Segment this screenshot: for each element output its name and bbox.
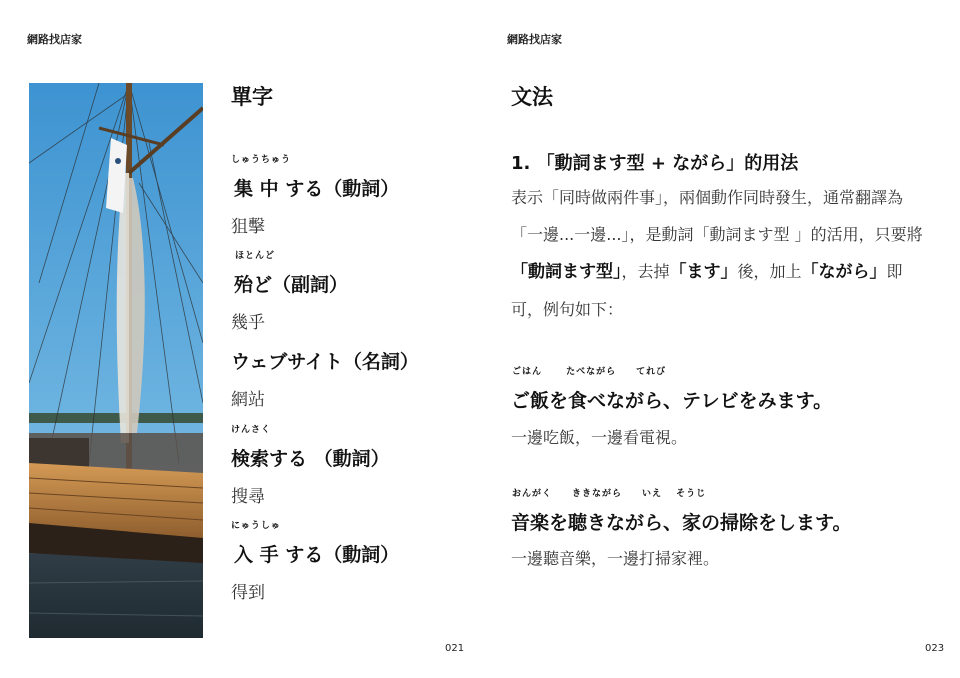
vocab-furigana-4: けんさく — [231, 425, 272, 435]
vocab-meaning-3: 網站 — [231, 390, 265, 410]
left-page-header: 網路找店家 — [27, 33, 82, 46]
vocab-term-3: ウェブサイト（名詞） — [231, 351, 419, 373]
right-page-header: 網路找店家 — [507, 33, 562, 46]
vocab-section-title: 單字 — [231, 85, 273, 109]
left-page-number: 021 — [445, 643, 465, 654]
example-sentence-1: ご飯を食べながら、テレビをみます。 — [511, 390, 833, 412]
vocab-furigana-5: にゅうしゅ — [231, 521, 281, 531]
paragraph-text-4: 即可，例句如下： — [511, 262, 903, 319]
vocab-term-2: 殆ど（副詞） — [234, 274, 349, 296]
example-sentence-2: 音楽を聴きながら、家の掃除をします。 — [511, 512, 852, 534]
vocab-term-4: 検索する （動詞） — [231, 448, 390, 470]
vocab-meaning-4: 搜尋 — [231, 487, 265, 507]
vocab-furigana-2: ほとんど — [235, 251, 276, 261]
paragraph-bold-masu: 「ます」 — [669, 262, 738, 282]
paragraph-text-1: 表示「同時做兩件事」，兩個動作同時發生，通常翻譯為「一邊...一邊...」，是動詞「動詞ます型 」的活用，只要將 — [511, 188, 923, 244]
grammar-section-title: 文法 — [511, 85, 553, 109]
paragraph-bold-nagara: 「ながら」 — [801, 262, 887, 282]
grammar-heading: 1. 「動詞ます型 + ながら」的用法 — [511, 153, 799, 174]
right-page-number: 023 — [925, 643, 945, 654]
vocab-term-5: 入 手 する（動詞） — [234, 544, 400, 566]
example-furigana-1: ごはん たべながら てれび — [512, 367, 667, 377]
paragraph-text-3: 後，加上 — [737, 262, 802, 281]
example-furigana-2: おんがく ききながら いえ そうじ — [512, 489, 707, 499]
vocab-meaning-5: 得到 — [231, 583, 265, 603]
example-translation-1: 一邊吃飯，一邊看電視。 — [511, 428, 688, 447]
vocab-meaning-2: 幾乎 — [231, 313, 265, 333]
sailing-ship-photo — [29, 83, 203, 638]
paragraph-bold-verb-masu: 「動詞ます型」 — [511, 262, 622, 282]
vocab-furigana-1: しゅうちゅう — [231, 155, 292, 165]
paragraph-text-2: ，去掉 — [621, 262, 670, 281]
example-translation-2: 一邊聽音樂，一邊打掃家裡。 — [511, 549, 720, 568]
vocab-term-1: 集 中 する（動詞） — [234, 178, 400, 200]
grammar-paragraph — [511, 179, 923, 328]
vocab-meaning-1: 狙擊 — [231, 217, 265, 237]
